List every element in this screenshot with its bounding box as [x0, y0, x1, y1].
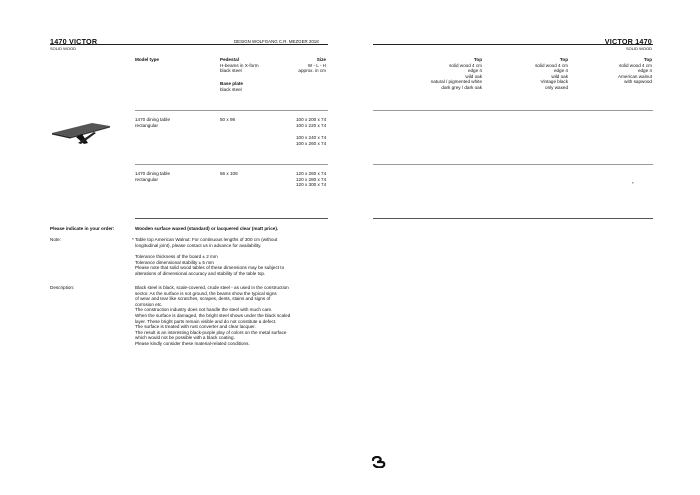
- top-col2-line: Vintage black: [540, 79, 568, 85]
- right-header-rule: [373, 44, 653, 45]
- description-line: sector. As the surface is not ground, the beams show the typical signs: [135, 290, 277, 296]
- right-row-divider: [373, 110, 653, 111]
- top-col3-line: with sapwood: [624, 79, 652, 85]
- top-col3-label: Top: [643, 57, 652, 62]
- row1-size: 100 x 260 x 74: [296, 140, 327, 146]
- left-subtitle: SOLID WOOD: [50, 46, 77, 51]
- right-row-divider: [373, 164, 653, 165]
- size-line: W - L - H: [307, 62, 326, 68]
- pedestal-line: H-beams in X-form: [220, 62, 259, 68]
- left-header-rule: [50, 44, 328, 45]
- dining-table-icon: [48, 117, 114, 147]
- walnut-asterisk: *: [632, 181, 634, 186]
- row2-name: 1470 dining table: [135, 171, 170, 176]
- row1-size: 100 x 240 x 74: [296, 135, 327, 140]
- base-plate-label: Base plate: [220, 81, 243, 86]
- top-col3-line: edge 4: [637, 68, 652, 74]
- description-line: of wear and tear like scratches, scrapes, dents, stains and signs of: [135, 296, 271, 302]
- right-order-rule: [373, 218, 653, 219]
- note-line: Tolerance dimensional stability ± 5 mm: [135, 259, 214, 265]
- brand-logo-icon: [371, 456, 387, 468]
- top-col2-label: Top: [559, 57, 568, 62]
- description-line: corrosion etc.: [135, 301, 163, 307]
- right-header-title: VICTOR 1470: [604, 37, 652, 46]
- size-line: approx. in cm: [298, 68, 326, 74]
- note-line: alterations of dimensional accuracy and stability of the table top.: [135, 270, 266, 276]
- row1-name: rectangular: [135, 122, 158, 128]
- top-col1-line: dark grey / dark oak: [441, 85, 482, 90]
- left-header-design: DESIGN WOLFGANG C.R. MEZGER 2018: [234, 39, 319, 44]
- row1-pedestal: 50 x 98: [220, 117, 236, 122]
- description-line: layer. These bright parts remain visible and do not constitute a defect.: [135, 318, 277, 324]
- row-divider: [135, 164, 328, 165]
- pedestal-line: black steel: [220, 68, 242, 74]
- size-label: Size: [316, 57, 326, 62]
- top-col1-line: natural / pigmented white: [430, 79, 482, 85]
- row2-size: 120 x 300 x 74: [296, 182, 327, 188]
- order-rule: [135, 218, 328, 219]
- right-subtitle: SOLID WOOD: [625, 46, 652, 51]
- top-col2-line: only waxed: [545, 85, 568, 90]
- top-col3-line: American walnut: [618, 73, 652, 79]
- description-line: The construction industry does not handle the steel with much care.: [135, 307, 273, 313]
- top-col1-label: Top: [473, 57, 482, 62]
- note-line: Please note that solid wood tables of these dimensions may be subject to: [135, 265, 285, 271]
- description-line: Please kindly consider these material-related conditions.: [135, 341, 250, 346]
- description-line: The result is an interesting black-purple play of colors on the metal surface: [135, 329, 287, 335]
- note-label: Note:: [50, 237, 61, 242]
- left-header-title: 1470 VICTOR: [50, 37, 98, 46]
- order-label: Please indicate in your order:: [50, 226, 115, 231]
- pedestal-label: Pedestal: [220, 57, 239, 62]
- description-line: which would not be possible with a black coating.: [135, 335, 235, 341]
- row2-name: rectangular: [135, 176, 158, 182]
- row1-name: 1470 dining table: [135, 117, 170, 122]
- description-line: When the surface is damaged, the bright steel shows under the black scaled: [135, 313, 291, 318]
- top-col1-line: edge 4: [467, 68, 482, 74]
- description-line: The surface is treated with rust converter and clear lacquer.: [135, 324, 256, 330]
- note-line: Tolerance thickness of the board ± 2 mm: [135, 254, 218, 259]
- description-label: Description:: [50, 285, 75, 290]
- description-line: Black steel is black, scale-covered, crude steel - as used in the construction: [135, 285, 289, 290]
- row-divider: [135, 110, 328, 111]
- top-col2-line: edge 4: [553, 68, 568, 74]
- row2-size: 120 x 260 x 74: [296, 171, 327, 176]
- note-line: longitudinal joint), please contact us in advance for availability.: [135, 242, 262, 248]
- row2-size: 120 x 280 x 74: [296, 176, 327, 182]
- row1-size: 100 x 200 x 74: [296, 117, 327, 122]
- row1-size: 100 x 220 x 74: [296, 122, 327, 128]
- model-type-label: Model type: [135, 57, 159, 62]
- top-col2-line: wild oak: [551, 73, 568, 79]
- base-plate-value: black steel: [220, 86, 242, 92]
- note-line: * Table top American Walnut: For continuous lengths of 300 cm (without: [132, 237, 278, 242]
- top-col1-line: solid wood 4 cm: [449, 62, 482, 68]
- top-col1-line: wild oak: [465, 73, 482, 79]
- row2-pedestal: 56 x 108: [220, 171, 238, 176]
- order-text: Wooden surface waxed (standard) or lacquered clear (matt price).: [135, 226, 279, 231]
- top-col3-line: solid wood 4 cm: [619, 62, 652, 68]
- top-col2-line: solid wood 4 cm: [535, 62, 568, 68]
